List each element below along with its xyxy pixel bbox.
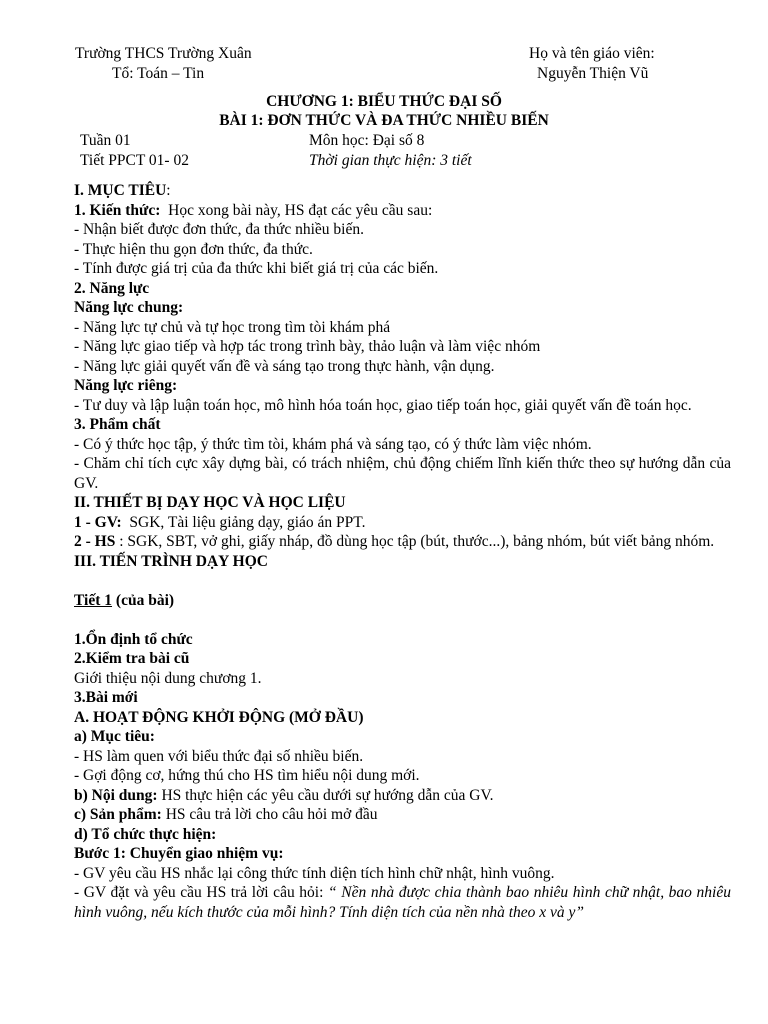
knowledge-item: - Tính được giá trị của đa thức khi biết giá trị của các biến. bbox=[74, 260, 439, 277]
new-lesson-heading: 3.Bài mới bbox=[74, 689, 138, 706]
meta-right bbox=[309, 131, 472, 170]
hs-text: : SGK, SBT, vở ghi, giấy nháp, đồ dùng học tập (bút, thước...), bảng nhóm, bút viết bảng nhóm. bbox=[115, 533, 715, 550]
spacer bbox=[74, 610, 731, 630]
duration-label: Thời gian thực hiện: 3 tiết bbox=[309, 151, 472, 169]
step1-label: Bước 1: Chuyển giao nhiệm vụ: bbox=[74, 845, 284, 862]
objectives-heading: I. MỤC TIÊU bbox=[74, 182, 167, 199]
step1-item: - GV yêu cầu HS nhắc lại công thức tính diện tích hình chữ nhật, hình vuông. bbox=[74, 864, 555, 882]
spacer bbox=[74, 571, 731, 591]
hs-label: 2 - HS bbox=[74, 533, 116, 550]
period-label: Tiết PPCT 01- 02 bbox=[80, 151, 189, 169]
intro-text: Giới thiệu nội dung chương 1. bbox=[74, 669, 262, 687]
goal-label: a) Mục tiêu: bbox=[74, 728, 155, 745]
process-heading: III. TIẾN TRÌNH DẠY HỌC bbox=[74, 552, 268, 570]
gv-equipment-line bbox=[74, 513, 731, 533]
week-label: Tuần 01 bbox=[80, 132, 131, 149]
knowledge-intro: Học xong bài này, HS đạt các yêu cầu sau: bbox=[160, 201, 433, 219]
content-text: HS thực hiện các yêu cầu dưới sự hướng dẫn của GV. bbox=[157, 786, 494, 804]
school-name: Trường THCS Trường Xuân bbox=[75, 45, 252, 62]
objectives-colon: : bbox=[166, 182, 171, 199]
competence-heading: 2. Năng lực bbox=[74, 279, 150, 297]
period-suffix: (của bài) bbox=[112, 591, 175, 609]
hs-equipment-line bbox=[74, 532, 731, 552]
step1-question-prefix: - GV đặt và yêu cầu HS trả lời câu hỏi: bbox=[74, 884, 329, 901]
knowledge-item: - Nhận biết được đơn thức, đa thức nhiều biến. bbox=[74, 221, 364, 238]
general-competence-item: - Năng lực tự chủ và tự học trong tìm tòi khám phá bbox=[74, 318, 391, 336]
organization-label: d) Tổ chức thực hiện: bbox=[74, 825, 217, 843]
general-competence-item: - Năng lực giải quyết vấn đề và sáng tạo trong thực hành, vận dụng. bbox=[74, 357, 495, 375]
general-competence-item: - Năng lực giao tiếp và hợp tác trong trình bày, thảo luận và làm việc nhóm bbox=[74, 338, 541, 355]
content-line bbox=[74, 786, 731, 806]
check-old-heading: 2.Kiểm tra bài cũ bbox=[74, 650, 190, 667]
specific-competence-item: - Tư duy và lập luận toán học, mô hình hóa toán học, giao tiếp toán học, giải quyết vấn đề toán học. bbox=[74, 396, 692, 414]
header-left bbox=[75, 44, 252, 83]
department-name: Tổ: Toán – Tin bbox=[112, 64, 205, 82]
product-text: HS câu trả lời cho câu hỏi mở đầu bbox=[161, 806, 378, 823]
product-line bbox=[74, 805, 731, 825]
lesson-title: BÀI 1: ĐƠN THỨC VÀ ĐA THỨC NHIỀU BIẾN bbox=[219, 112, 549, 129]
general-competence-label: Năng lực chung: bbox=[74, 299, 184, 316]
step1-question-line bbox=[74, 883, 731, 922]
chapter-title: CHƯƠNG 1: BIỂU THỨC ĐẠI SỐ bbox=[266, 93, 502, 110]
equipment-heading: II. THIẾT BỊ DẠY HỌC VÀ HỌC LIỆU bbox=[74, 494, 346, 511]
knowledge-line bbox=[74, 201, 731, 221]
quality-item: - Chăm chỉ tích cực xây dựng bài, có trách nhiệm, chủ động chiếm lĩnh kiến thức theo sự hướng dẫn của GV. bbox=[74, 455, 731, 492]
objectives-heading-line bbox=[74, 181, 731, 201]
period-heading bbox=[74, 591, 731, 611]
knowledge-item: - Thực hiện thu gọn đơn thức, đa thức. bbox=[74, 240, 313, 258]
quality-item: - Có ý thức học tập, ý thức tìm tòi, khám phá và sáng tạo, có ý thức làm việc nhóm. bbox=[74, 435, 592, 453]
period-label: Tiết 1 bbox=[74, 591, 113, 609]
gv-text: SGK, Tài liệu giảng dạy, giáo án PPT. bbox=[121, 513, 366, 531]
header-right bbox=[529, 44, 655, 83]
document-body bbox=[74, 181, 731, 922]
goal-item: - HS làm quen với biểu thức đại số nhiều biến. bbox=[74, 747, 364, 765]
gv-label: 1 - GV: bbox=[74, 513, 122, 531]
quality-heading: 3. Phẩm chất bbox=[74, 416, 161, 433]
meta-left bbox=[80, 131, 189, 170]
step1-question-quote: “ Nền nhà được chia thành bao nhiêu hình chữ nhật, bao nhiêu hình vuông, nếu kích thước của mỗi hình? Tính diện tích của nền nhà theo x và y” bbox=[74, 884, 731, 921]
teacher-name: Nguyễn Thiện Vũ bbox=[537, 64, 649, 82]
product-label: c) Sản phẩm: bbox=[74, 806, 162, 823]
content-label: b) Nội dung: bbox=[74, 786, 158, 804]
subject-label: Môn học: Đại số 8 bbox=[309, 132, 425, 149]
teacher-label: Họ và tên giáo viên: bbox=[529, 45, 655, 62]
activity-a-heading: A. HOẠT ĐỘNG KHỞI ĐỘNG (MỞ ĐẦU) bbox=[74, 708, 364, 726]
goal-item: - Gợi động cơ, hứng thú cho HS tìm hiểu nội dung mới. bbox=[74, 767, 420, 784]
knowledge-label: 1. Kiến thức: bbox=[74, 201, 161, 219]
specific-competence-label: Năng lực riêng: bbox=[74, 377, 178, 394]
stabilize-heading: 1.Ổn định tổ chức bbox=[74, 630, 193, 648]
